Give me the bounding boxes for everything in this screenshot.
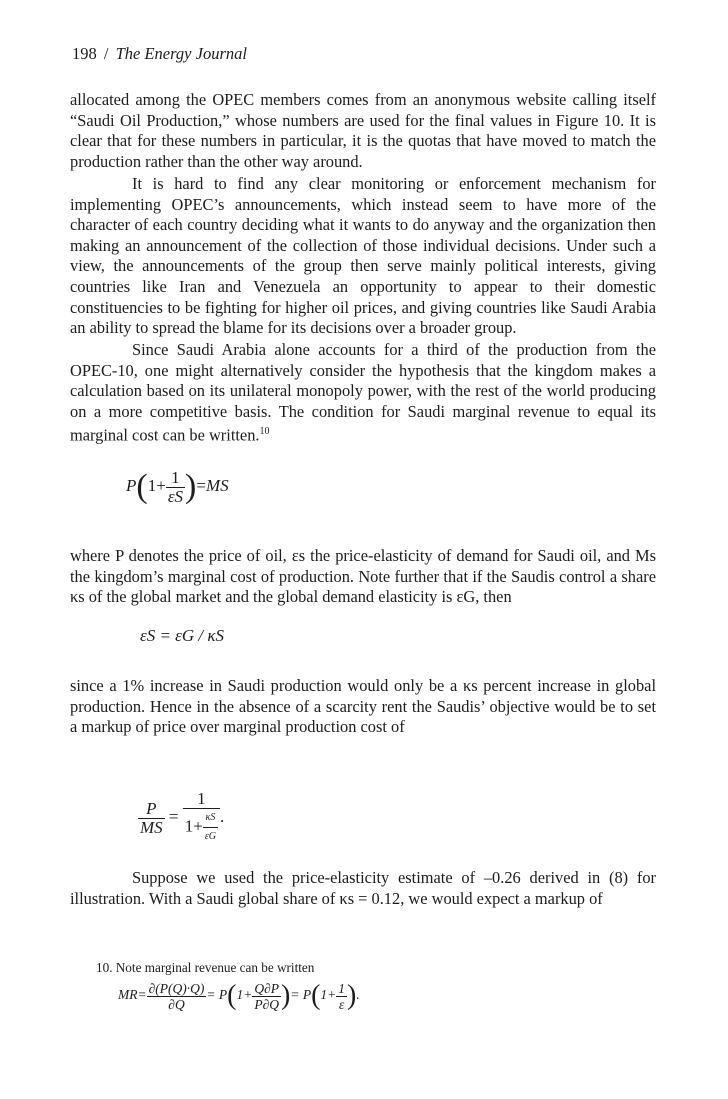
running-header — [72, 44, 247, 64]
footnote-10: 10. Note marginal revenue can be written — [96, 960, 315, 975]
paragraph-5: since a 1% increase in Saudi production would only be a κs percent increase in global production. Hence in the absence of a scarcity rent the Saudis’ objective would be to set a markup of price over marginal production cost of — [70, 676, 656, 737]
paragraph-2: It is hard to find any clear monitoring or enforcement mechanism for implementing OPEC’s announcements, which instead seem to have more of the character of each country deciding what it wants to do anyway and the organization then making an announcement of the collection of those individual decisions. Under such a view, the announcements of the group then serve mainly political interests, giving countries like Iran and Venezuela an opportunity to appear to their domestic constituencies to be fighting for higher oil prices, and giving countries like Saudi Arabia an ability to spread the blame for its decisions over a broader group. — [70, 174, 656, 338]
equation-markup: $\frac{P}{MS}$ = 1 1+ $\frac{\kappa S}{\varepsilon G}$ . — [140, 789, 225, 842]
journal-title: The Energy Journal — [115, 44, 247, 63]
header-separator: / — [103, 44, 109, 63]
paragraph-1: allocated among the OPEC members comes from an anonymous website calling itself “Saudi Oil Production,” whose numbers are used for the final values in Figure 10. It is clear that for these numbers in particular, it is the quotas that have moved to match the production rather than the other way around. — [70, 90, 656, 171]
paragraph-6: Suppose we used the price-elasticity estimate of –0.26 derived in (8) for illustration. With a Saudi global share of κs = 0.12, we would expect a markup of — [70, 868, 656, 908]
page-number: 198 — [72, 44, 97, 63]
equation-elasticity: εS = εG / κS — [140, 626, 225, 645]
paragraph-3: Since Saudi Arabia alone accounts for a third of the production from the OPEC-10, one might alternatively consider the hypothesis that the kingdom makes a calculation based on its unilateral monopoly power, with the rest of the world producing on a more competitive basis. The condition for Saudi marginal revenue to equal its marginal cost can be written.$^{10}$ — [70, 340, 656, 445]
equation-marginal-revenue: P(1+ $\frac{1}{\varepsilon S}$ )=MS — [126, 467, 229, 506]
paragraph-4: where P denotes the price of oil, εs the price-elasticity of demand for Saudi oil, and Ms the kingdom’s marginal cost of production. Note further that if the Saudis control a share κs of the global market and the global demand elasticity is εG, then — [70, 546, 656, 607]
footnote-ref: 10 — [259, 426, 270, 438]
footnote-equation: MR= $\frac{\partial(P(Q)\cdot Q)}{\partial Q}$ = P(1+ $\frac{Q\partial P}{P\partial Q}$ )= P(1+ $\frac{1}{\varepsilon}$ ). — [118, 980, 360, 1012]
